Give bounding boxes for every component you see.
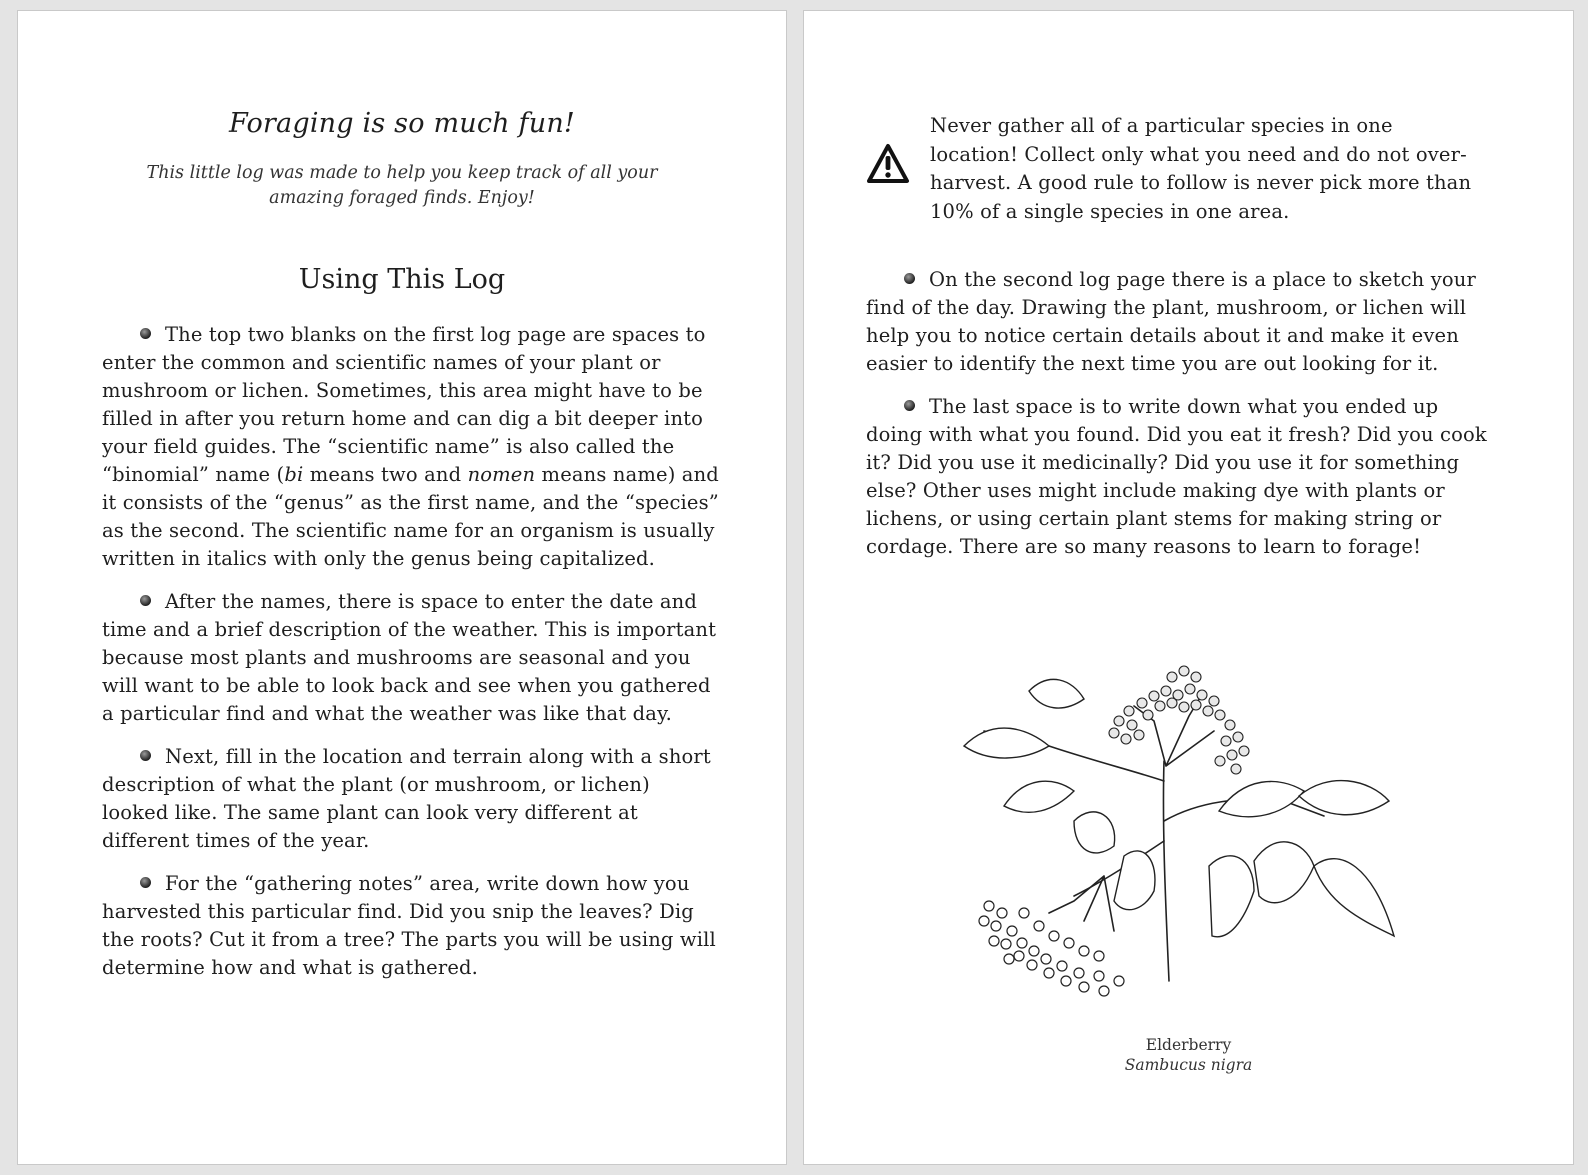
instructions-body-continued bbox=[866, 266, 1496, 576]
paragraph-uses bbox=[866, 393, 1496, 561]
paragraph-names bbox=[102, 321, 722, 573]
bullet-icon bbox=[140, 328, 151, 339]
intro-title: Foraging is so much fun! bbox=[229, 108, 575, 139]
right-p1-text: On the second log page there is a place to sketch your find of the day. Drawing the plant, mushroom, or lichen will help you to notice certain details about it and make it even easier to identify the next time you are out looking for it. bbox=[866, 268, 1476, 375]
paragraph-gathering-notes bbox=[102, 870, 722, 982]
bullet-icon bbox=[140, 750, 151, 761]
term-bi: bi bbox=[284, 463, 304, 486]
p4-text: For the “gathering notes” area, write down how you harvested this particular find. Did you snip the leaves? Dig the roots? Cut it from a tree? The parts you will be using will determine how and what is gathered. bbox=[102, 872, 716, 979]
paragraph-sketch bbox=[866, 266, 1496, 378]
paragraph-location bbox=[102, 743, 722, 855]
bullet-icon bbox=[904, 273, 915, 284]
p1-text-b: means two and bbox=[303, 463, 468, 486]
intro-subtitle: This little log was made to help you keep track of all your amazing foraged finds. Enjoy! bbox=[146, 163, 658, 208]
paragraph-date-weather bbox=[102, 588, 722, 728]
p3-text: Next, fill in the location and terrain along with a short description of what the plant (or mushroom, or lichen) looked like. The same plant can look very different at different times of the year. bbox=[102, 745, 711, 852]
term-nomen: nomen bbox=[467, 463, 536, 486]
elderberry-illustration bbox=[954, 651, 1414, 1021]
illustration-caption-scientific: Sambucus nigra bbox=[1124, 1056, 1253, 1074]
right-p2-text: The last space is to write down what you ended up doing with what you found. Did you eat it fresh? Did you cook it? Did you use it medicinally? Did you use it for something else? Other uses might include making dye with plants or lichens, or using certain plant stems for making string or cordage. There are so many reasons to learn to forage! bbox=[866, 395, 1487, 558]
p1-text-a: The top two blanks on the first log page are spaces to enter the common and scientific names of your plant or mushroom or lichen. Sometimes, this area might have to be filled in after you return home and can dig a bit deeper into your field guides. The “scientific name” is also called the “binomial” name ( bbox=[102, 323, 706, 486]
p2-text: After the names, there is space to enter the date and time and a brief description of the weather. This is important because most plants and mushrooms are seasonal and you will want to be able to look back and see when you gathered a particular find and what the weather was like that day. bbox=[102, 590, 717, 725]
warning-text: Never gather all of a particular species in one location! Collect only what you need and do not over-harvest. A good rule to follow is never pick more than 10% of a single species in one area. bbox=[930, 114, 1472, 223]
section-title: Using This Log bbox=[298, 264, 506, 295]
left-page bbox=[17, 10, 787, 1165]
warning-triangle-icon bbox=[866, 142, 910, 186]
illustration-caption-common: Elderberry bbox=[1145, 1036, 1232, 1054]
right-page bbox=[803, 10, 1574, 1165]
bullet-icon bbox=[140, 877, 151, 888]
warning-box bbox=[866, 112, 1476, 226]
p1-text-c: means name) and it consists of the “genus” as the first name, and the “species” as the second. The scientific name for an organism is usually written in italics with only the genus being capitalized. bbox=[102, 463, 719, 570]
instructions-body bbox=[102, 321, 722, 997]
bullet-icon bbox=[904, 400, 915, 411]
bullet-icon bbox=[140, 595, 151, 606]
